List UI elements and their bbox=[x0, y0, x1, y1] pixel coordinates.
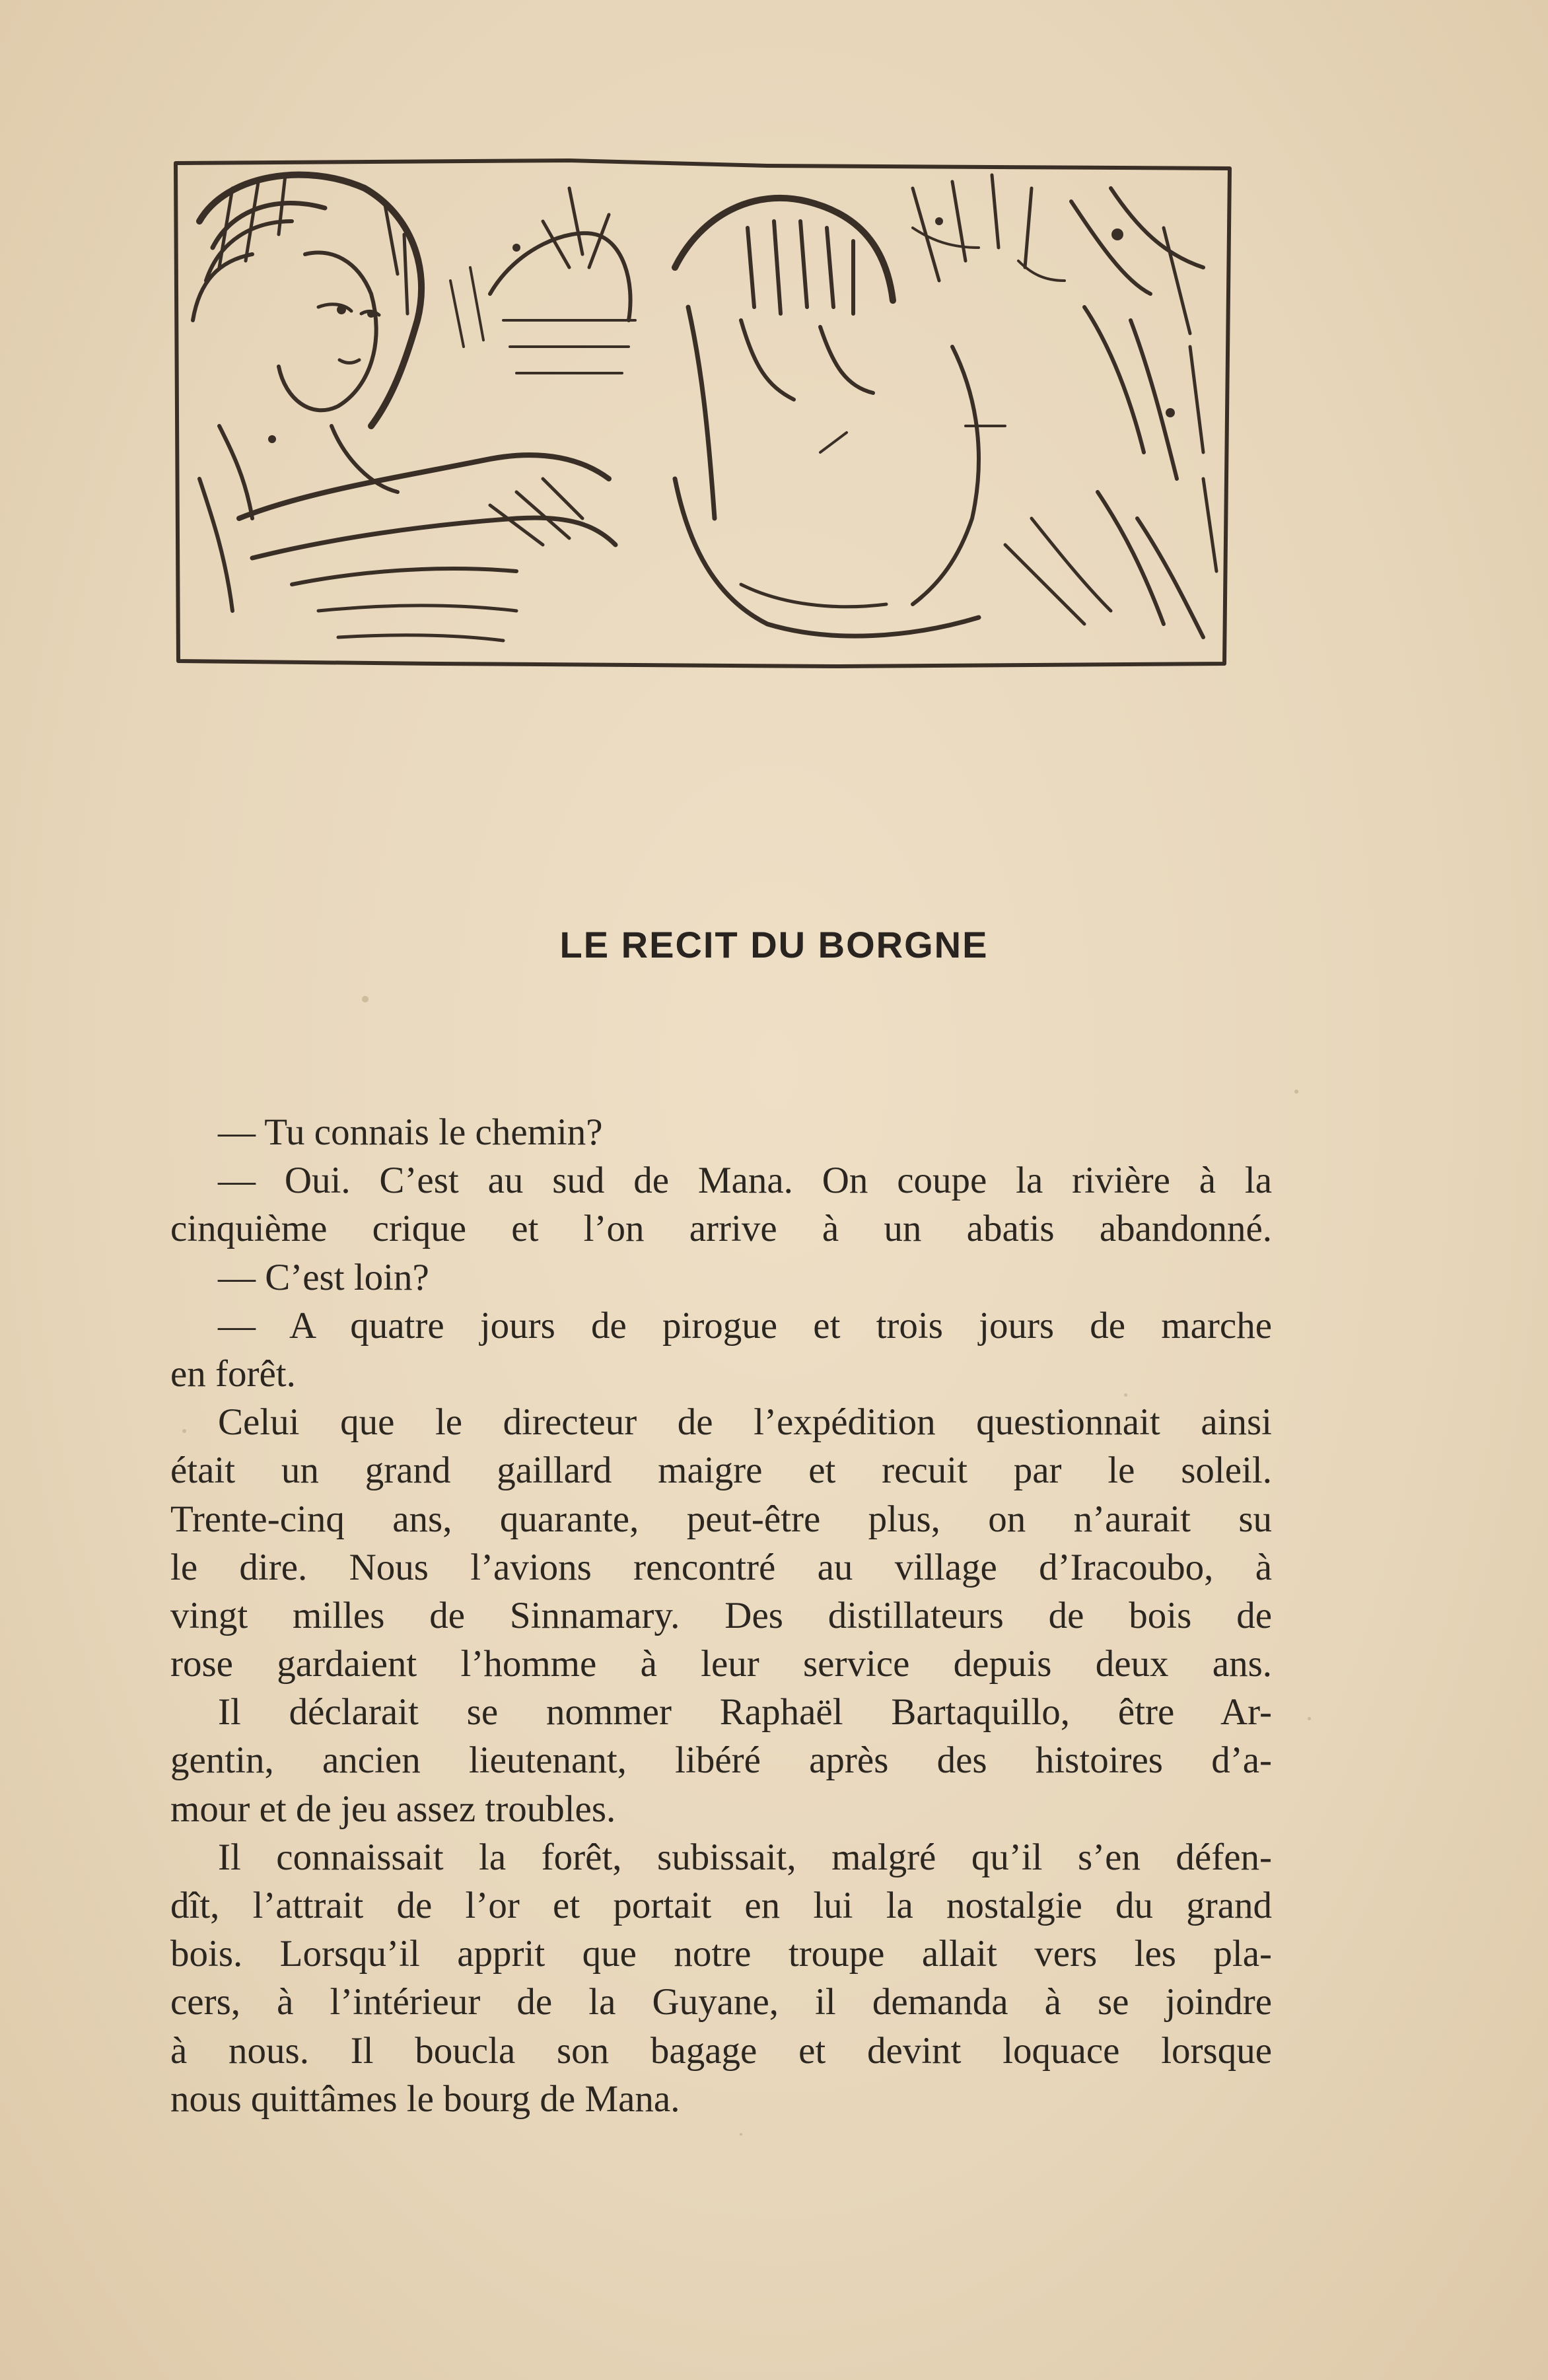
text-line: vingt milles de Sinnamary. Des distillateurs de bois de bbox=[170, 1594, 1272, 1636]
text-line: en forêt. bbox=[170, 1352, 296, 1395]
text-line: cers, à l’intérieur de la Guyane, il demanda à se joindre bbox=[170, 1981, 1272, 2023]
paper-speck bbox=[362, 996, 369, 1002]
text-line: gentin, ancien lieutenant, libéré après des histoires d’a- bbox=[170, 1739, 1272, 1782]
text-line: Celui que le directeur de l’expédition questionnait ainsi bbox=[218, 1401, 1272, 1444]
chapter-title: LE RECIT DU BORGNE bbox=[559, 924, 989, 965]
paper-speck bbox=[740, 2133, 742, 2136]
text-line: dît, l’attrait de l’or et portait en lui la nostalgie du grand bbox=[170, 1885, 1272, 1926]
woodcut-illustration bbox=[173, 149, 1235, 677]
text-line: Il connaissait la forêt, subissait, malgré qu’il s’en défen- bbox=[218, 1836, 1272, 1878]
woodcut-two-women-image bbox=[173, 149, 1235, 677]
paper-speck bbox=[1294, 1090, 1298, 1094]
text-line: était un grand gaillard maigre et recuit par le soleil. bbox=[170, 1450, 1272, 1492]
text-line: le dire. Nous l’avions rencontré au village d’Iracoubo, à bbox=[170, 1546, 1272, 1588]
body-text bbox=[170, 1108, 1272, 2123]
text-line: mour et de jeu assez troubles. bbox=[170, 1788, 616, 1830]
text-line: Il déclarait se nommer Raphaël Bartaquillo, être Ar- bbox=[218, 1691, 1272, 1733]
text-line: à nous. Il boucla son bagage et devint loquace lorsque bbox=[170, 2029, 1272, 2072]
text-line: Trente-cinq ans, quarante, peut-être plus, on n’aurait su bbox=[170, 1498, 1272, 1540]
text-line: — A quatre jours de pirogue et trois jours de marche bbox=[218, 1304, 1272, 1347]
text-line: bois. Lorsqu’il apprit que notre troupe allait vers les pla- bbox=[170, 1933, 1272, 1975]
text-line: rose gardaient l’homme à leur service depuis deux ans. bbox=[170, 1643, 1272, 1685]
text-line: nous quittâmes le bourg de Mana. bbox=[170, 2078, 680, 2120]
text-line: — Oui. C’est au sud de Mana. On coupe la rivière à la bbox=[218, 1160, 1272, 1202]
text-line: — Tu connais le chemin? bbox=[218, 1111, 603, 1153]
text-line: cinquième crique et l’on arrive à un abatis abandonné. bbox=[170, 1208, 1272, 1250]
paper-speck bbox=[1308, 1717, 1311, 1720]
text-line: — C’est loin? bbox=[218, 1256, 429, 1298]
